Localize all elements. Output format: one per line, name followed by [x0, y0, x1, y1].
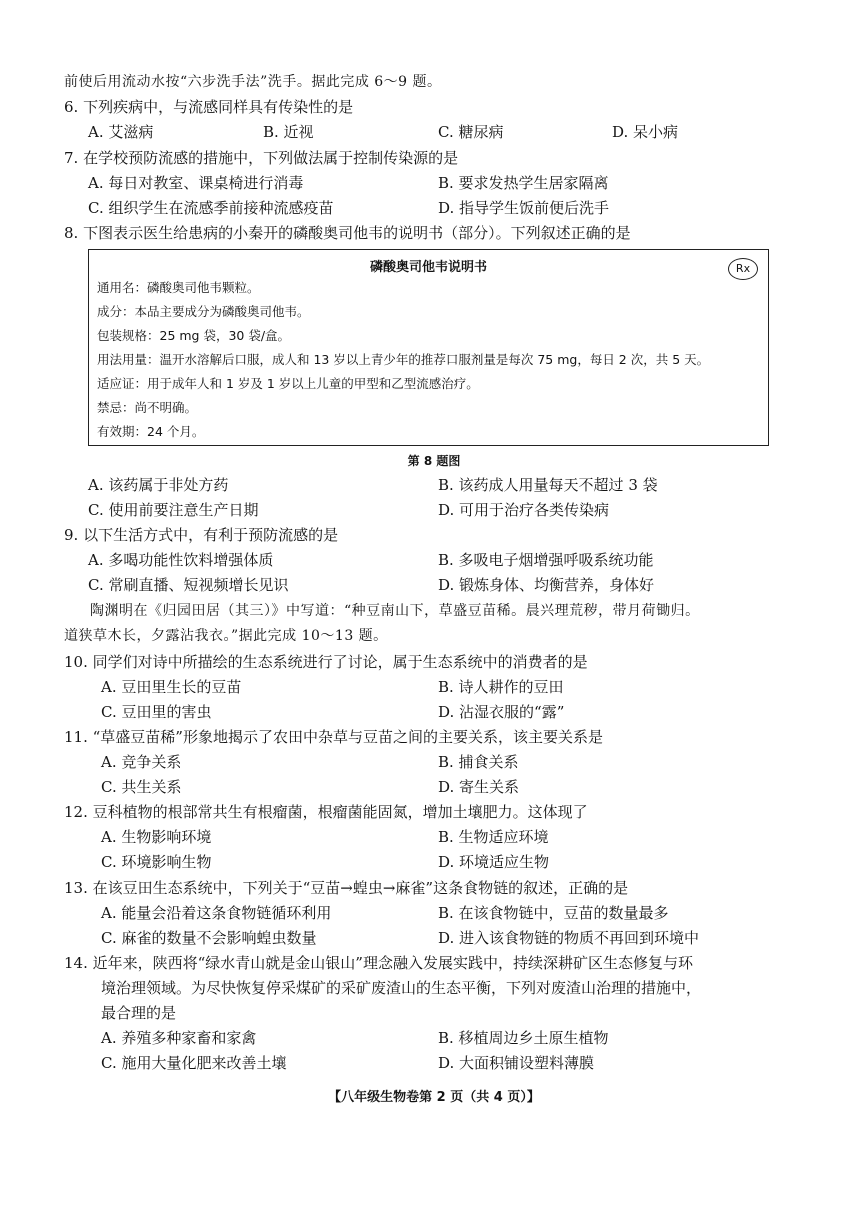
- figure-caption: 第 8 题图: [407, 454, 461, 468]
- leaflet-line: 用法用量：温开水溶解后口服，成人和 13 岁以上青少年的推荐口服剂量是每次 75 mg，每日 2 次，共 5 天。: [97, 352, 710, 367]
- q10-option-b: B. 诗人耕作的豆田: [438, 678, 564, 696]
- q8-option-c: C. 使用前要注意生产日期: [88, 501, 259, 519]
- leaflet-line: 禁忌：尚不明确。: [97, 400, 198, 415]
- q12-option-d: D. 环境适应生物: [438, 853, 550, 871]
- q6-option-c: C. 糖尿病: [438, 123, 504, 141]
- q9-option-d: D. 锻炼身体、均衡营养，身体好: [438, 576, 655, 594]
- q7-option-d: D. 指导学生饭前便后洗手: [438, 199, 610, 217]
- q13-option-d: D. 进入该食物链的物质不再回到环境中: [438, 929, 700, 947]
- q10-option-a: A. 豆田里生长的豆苗: [101, 678, 242, 696]
- q7-option-b: B. 要求发热学生居家隔离: [438, 174, 609, 192]
- question-14-stem-line-2: 境治理领域。为尽快恢复停采煤矿的采矿废渣山的生态平衡，下列对废渣山治理的措施中，: [101, 979, 702, 997]
- q10-option-c: C. 豆田里的害虫: [101, 703, 212, 721]
- q9-option-b: B. 多吸电子烟增强呼吸系统功能: [438, 551, 654, 569]
- leaflet-line: 成分：本品主要成分为磷酸奥司他韦。: [97, 304, 310, 319]
- q8-option-d: D. 可用于治疗各类传染病: [438, 501, 610, 519]
- question-13-stem: 13. 在该豆田生态系统中，下列关于“豆苗→蝗虫→麻雀”这条食物链的叙述，正确的是: [64, 879, 629, 897]
- q11-option-c: C. 共生关系: [101, 778, 182, 796]
- question-7-stem: 7. 在学校预防流感的措施中，下列做法属于控制传染源的是: [64, 149, 459, 167]
- q8-option-a: A. 该药属于非处方药: [88, 476, 229, 494]
- q13-option-b: B. 在该食物链中，豆苗的数量最多: [438, 904, 669, 922]
- q9-option-c: C. 常刷直播、短视频增长见识: [88, 576, 289, 594]
- leaflet-line: 通用名：磷酸奥司他韦颗粒。: [97, 280, 260, 295]
- q11-option-a: A. 竞争关系: [101, 753, 182, 771]
- q6-option-a: A. 艾滋病: [88, 123, 154, 141]
- poem-intro-line-2: 道狭草木长，夕露沾我衣。”据此完成 10～13 题。: [64, 628, 388, 644]
- section-intro: 前使后用流动水按“六步洗手法”洗手。据此完成 6～9 题。: [64, 74, 442, 90]
- q11-option-b: B. 捕食关系: [438, 753, 519, 771]
- rx-badge: Rx: [728, 258, 758, 280]
- q7-option-a: A. 每日对教室、课桌椅进行消毒: [88, 174, 304, 192]
- question-14-stem-line-3: 最合理的是: [101, 1004, 177, 1022]
- q14-option-b: B. 移植周边乡土原生植物: [438, 1029, 609, 1047]
- q14-option-d: D. 大面积铺设塑料薄膜: [438, 1054, 595, 1072]
- q7-option-c: C. 组织学生在流感季前接种流感疫苗: [88, 199, 334, 217]
- q11-option-d: D. 寄生关系: [438, 778, 520, 796]
- q6-option-d: D. 呆小病: [612, 123, 679, 141]
- q12-option-b: B. 生物适应环境: [438, 828, 549, 846]
- q12-option-c: C. 环境影响生物: [101, 853, 212, 871]
- question-6-stem: 6. 下列疾病中，与流感同样具有传染性的是: [64, 98, 354, 116]
- question-14-stem-line-1: 14. 近年来，陕西将“绿水青山就是金山银山”理念融入发展实践中，持续深耕矿区生态修复与环: [64, 954, 693, 972]
- question-8-stem: 8. 下图表示医生给患病的小秦开的磷酸奥司他韦的说明书（部分）。下列叙述正确的是: [64, 224, 631, 242]
- q12-option-a: A. 生物影响环境: [101, 828, 212, 846]
- q10-option-d: D. 沾湿衣服的“露”: [438, 703, 565, 721]
- leaflet-title: 磷酸奥司他韦说明书: [369, 260, 487, 275]
- q8-option-b: B. 该药成人用量每天不超过 3 袋: [438, 476, 658, 494]
- drug-leaflet: [88, 249, 769, 446]
- q14-option-c: C. 施用大量化肥来改善土壤: [101, 1054, 287, 1072]
- question-11-stem: 11. “草盛豆苗稀”形象地揭示了农田中杂草与豆苗之间的主要关系，该主要关系是: [64, 728, 603, 746]
- question-12-stem: 12. 豆科植物的根部常共生有根瘤菌，根瘤菌能固氮，增加土壤肥力。这体现了: [64, 803, 588, 821]
- q9-option-a: A. 多喝功能性饮料增强体质: [88, 551, 274, 569]
- q13-option-c: C. 麻雀的数量不会影响蝗虫数量: [101, 929, 317, 947]
- q14-option-a: A. 养殖多种家畜和家禽: [101, 1029, 257, 1047]
- poem-intro-line-1: 陶渊明在《归园田居（其三）》中写道：“种豆南山下，草盛豆苗稀。晨兴理荒秽，带月荷锄归。: [90, 603, 700, 619]
- page-footer: 【八年级生物卷第 2 页（共 4 页）】: [328, 1090, 540, 1105]
- q13-option-a: A. 能量会沿着这条食物链循环利用: [101, 904, 332, 922]
- question-10-stem: 10. 同学们对诗中所描绘的生态系统进行了讨论，属于生态系统中的消费者的是: [64, 653, 588, 671]
- leaflet-line: 有效期：24 个月。: [97, 424, 205, 439]
- leaflet-line: 包装规格：25 mg 袋，30 袋/盒。: [97, 328, 291, 343]
- question-9-stem: 9. 以下生活方式中，有利于预防流感的是: [64, 526, 339, 544]
- q6-option-b: B. 近视: [263, 123, 314, 141]
- leaflet-line: 适应证：用于成年人和 1 岁及 1 岁以上儿童的甲型和乙型流感治疗。: [97, 376, 479, 391]
